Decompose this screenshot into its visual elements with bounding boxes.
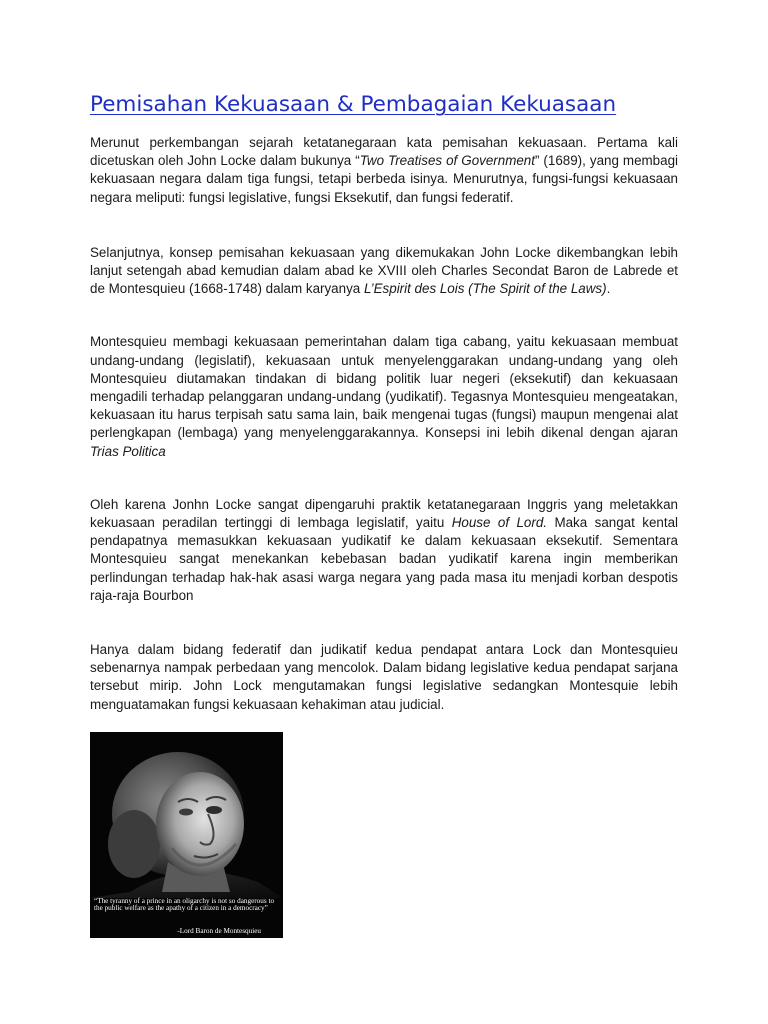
paragraph-4-text-b: Maka sangat kental pendapatnya memasukkan kekuasaan yudikatif ke dalam kekuasaan eksekutif. Sementara Montesquieu sangat menekankan kebebasan badan yudikatif karena ingin memberikan perlindungan terhadap hak-hak asasi warga negara yang pada masa itu menjadi korban despotis raja-raja Bourbon: [90, 515, 679, 603]
paragraph-1-book-title: Two Treatises of Government: [359, 153, 535, 169]
paragraph-1: [90, 134, 678, 207]
paragraph-5: [90, 641, 678, 714]
paragraph-4: [90, 496, 678, 605]
paragraph-4-text-a: Oleh karena Jonhn Locke sangat dipengaruhi praktik ketatanegaraan Inggris yang meletakkan kekuasaan peradilan tertinggi di lembaga legislatif, yaitu: [90, 496, 678, 531]
paragraph-1-text-a: Merunut perkembangan sejarah ketatanegaraan kata pemisahan kekuasaan. Pertama kali dicetuskan oleh John Locke dalam bukunya “: [90, 135, 678, 169]
paragraph-2-text-b: .: [606, 281, 611, 297]
paragraph-5-text: Hanya dalam bidang federatif dan judikatif kedua pendapat antara Lock dan Montesquieu sebenarnya nampak perbedaan yang mencolok. Dalam bidang legislative kedua pendapat sarjana tersebut mirip. John Lock mengutamakan fungsi legislative sedangkan Montesquie lebih menguatamakan fungsi kekuasaan kehakiman atau judicial.: [90, 642, 678, 712]
paragraph-3: [90, 333, 678, 460]
portrait-quote: “The tyranny of a prince in an oligarchy is not so dangerous to the public welfare as the apathy of a citizen in a democracy”: [94, 896, 275, 913]
paragraph-3-term: Trias Politica: [90, 443, 166, 459]
portrait-quote-author: -Lord Baron de Montesquieu: [177, 926, 261, 935]
document-title: Pemisahan Kekuasaan & Pembagaian Kekuasaan: [90, 92, 617, 117]
document-page: [90, 88, 678, 938]
paragraph-2-book-title: L’Espirit des Lois (The Spirit of the Laws): [363, 281, 607, 297]
montesquieu-portrait-image: [90, 732, 283, 938]
paragraph-2: [90, 244, 678, 299]
paragraph-3-text-a: Montesquieu membagi kekuasaan pemerintahan dalam tiga cabang, yaitu kekuasaan membuat undang-undang (legislatif), kekuasaan untuk menyelenggarakan undang-undang yang oleh Montesquieu diutamakan tindakan di bidang politik luar negeri (eksekutif) dan kekuasaan mengadili terhadap pelanggaran undang-undang (yudikatif). Tegasnya Montesquieu mengeatakan, kekuasaan itu harus terpisah satu sama lain, baik mengenai tugas (fungsi) maupun mengenai alat perlengkapan (lembaga) yang menyelenggarakannya. Konsepsi ini lebih dikenal dengan ajaran: [90, 334, 678, 441]
paragraph-2-text-a: Selanjutnya, konsep pemisahan kekuasaan yang dikemukakan John Locke dikembangkan lebih lanjut setengah abad kemudian dalam abad ke XVIII oleh Charles Secondat Baron de Labrede et de Montesquieu (1668-1748) dalam karyanya: [90, 244, 678, 297]
paragraph-1-text-b: ” (1689), yang membagi kekuasaan negara dalam tiga fungsi, tetapi berbeda isinya. Menurutnya, fungsi-fungsi kekuasaan negara meliputi: fungsi legislative, fungsi Eksekutif, dan fungsi federatif.: [90, 153, 678, 205]
paragraph-4-term: House of Lord.: [451, 515, 548, 531]
